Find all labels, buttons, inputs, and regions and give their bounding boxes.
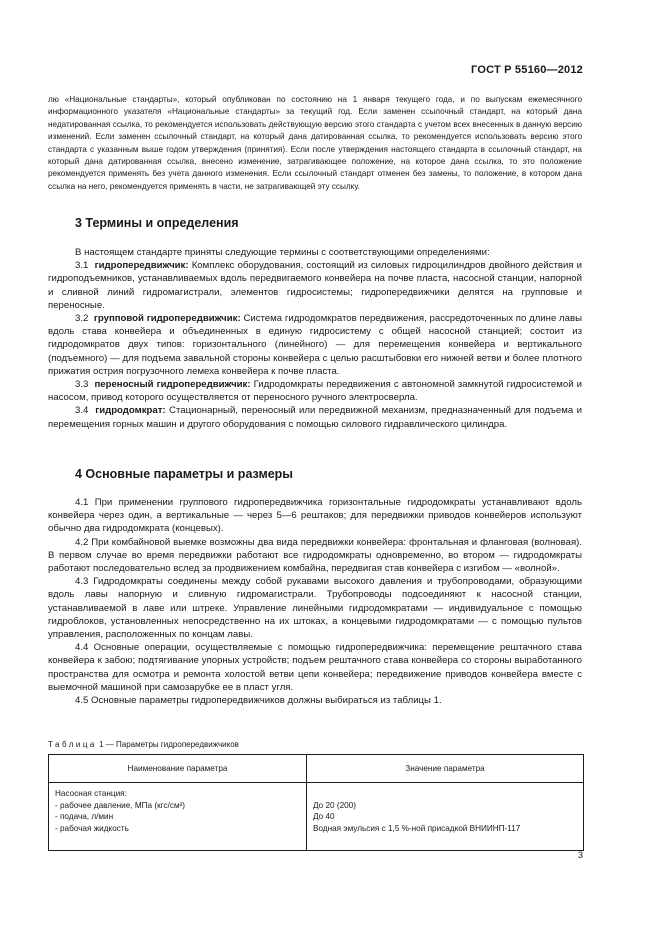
table-row [49, 783, 584, 851]
term-3-1: 3.1 гидропередвижчик: Комплекс оборудования, состоящий из силовых гидроцилиндров двойного действия и гидроподъемников, устанавливаемых вдоль передвигаемого конвейера на почве пласта, насосной станции, напорной и сливной линий гидромагистрали, элементов гидросистемы; гидропередвижчики делятся на групповые и переносные. [48, 260, 582, 311]
paragraph-4-1: 4.1 При применении группового гидропередвижчика горизонтальные гидродомкраты устанавливают вдоль конвейера через один, а вертикальные — через 5—6 рештаков; для передвижки приводов конвейеров используют обычно два гидродомкрата (концевых). [48, 497, 582, 535]
parameters-table [48, 754, 584, 851]
document-header: ГОСТ Р 55160—2012 [471, 64, 583, 76]
paragraph-4-2: 4.2 При комбайновой выемке возможны два вида передвижки конвейера: фронтальная и фланговая (волновая). В первом случае во время передвижки работают все гидродомкраты одновременно, во втором — гидродомкраты работают последовательно вслед за продвижением комбайна, передвигая став конвейера с изгибом — «волной». [48, 536, 582, 575]
term-name: гидропередвижчик: [94, 260, 189, 272]
column-header-value: Значение параметра [307, 755, 584, 783]
table-header-row [49, 755, 584, 783]
term-3-4: 3.4 гидродомкрат: Стационарный, переносный или передвижной механизм, предназначенный для подъема и перемещения горных машин и другого оборудования с помощью силового гидравлического цилиндра. [48, 405, 582, 430]
term-definition: Система гидродомкратов передвижения, рассредоточенных по длине лавы вдоль става конвейера и объединенных в единую гидросистему с общей насосной станцией; состоит из гидродомкратов двух типов: горизонтального (линейного) — для перемещения конвейера и вертикального (подъемного) — для подъема завальной стороны конвейера с целью расштыбовки его нижней ветви и более плотного прижатия острия погрузочного лемеха конвейера к почве пласта. [48, 313, 582, 377]
term-name: переносный гидропередвижчик: [94, 379, 251, 391]
paragraph-4-4: 4.4 Основные операции, осуществляемые с помощью гидропередвижчика: перемещение рештачного става конвейера к забою; подтягивание упорных устройств; подъем рештачного става конвейера со стороны выработанного пространства для осмотра и ремонта холостой ветви цепи конвейера; передвижение приводов конвейера вместе с выемочной машиной при самозарубке ее в пласт угля. [48, 642, 582, 693]
intro-text: лю «Национальные стандарты», который опубликован по состоянию на 1 января текущего года, и по выпускам ежемесячного информационного указателя «Национальные стандарты» за текущий год. Если заменен ссылочный стандарт, на который дана недатированная ссылка, то рекомендуется использовать действующую версию этого стандарта с учетом всех внесенных в данную версию изменений. Если заменен ссылочный стандарт, на который дана датированная ссылка, то рекомендуется использовать версию этого стандарта с указанным выше годом утверждения (принятия). Если после утверждения настоящего стандарта в ссылочный стандарт, на который дана датированная ссылка, внесено изменение, затрагивающее положение, на которое дана ссылка, то это положение рекомендуется применять без учета данного изменения. Если ссылочный стандарт отменен без замены, то положение, в котором дана ссылка на него, рекомендуется применять в части, не затрагивающей эту ссылку. [48, 95, 582, 191]
paragraph-4-3: 4.3 Гидродомкраты соединены между собой рукавами высокого давления и трубопроводами, образующими вдоль лавы напорную и сливную гидромагистрали. Трубопроводы подсоединяют к насосной станции, устанавливаемой в лаве или штреке. Управление линейными гидродомкратами — индивидуальное с помощью гидроблоков, установленных непосредственно на их штоках, а концевыми гидродомкратами — с помощью пультов управления, расположенных по концам лавы. [48, 576, 582, 641]
term-definition: Стационарный, переносный или передвижной механизм, предназначенный для подъема и перемещения горных машин и другого оборудования с помощью силового гидравлического цилиндра. [48, 405, 582, 430]
section-4-heading: 4 Основные параметры и размеры [75, 467, 293, 481]
section-3-heading: 3 Термины и определения [75, 216, 239, 230]
section-3-body [48, 246, 582, 431]
term-name: гидродомкрат: [95, 405, 166, 417]
parameter-values-cell: До 20 (200) До 40 Водная эмульсия с 1,5 %-ной присадкой ВНИИНП-117 [307, 783, 584, 851]
term-3-3: 3.3 переносный гидропередвижчик: Гидродомкраты передвижения с автономной замкнутой гидросистемой и насосом, привод которого осуществляется от переносного ручного электросверла. [48, 379, 582, 404]
section-3-intro: В настоящем стандарте приняты следующие термины с соответствующими определениями: [75, 247, 490, 258]
table-caption: Таблица 1 — Параметры гидропередвижчиков [48, 740, 239, 749]
term-definition: Гидродомкраты передвижения с автономной замкнутой гидросистемой и насосом, привод которого осуществляется от переносного ручного электросверла. [48, 379, 582, 404]
page-number: 3 [577, 850, 583, 860]
term-3-2: 3.2 групповой гидропередвижчик: Система гидродомкратов передвижения, рассредоточенных по длине лавы вдоль става конвейера и объединенных в единую гидросистему с общей насосной станцией; состоит из гидродомкратов двух типов: горизонтального (линейного) — для перемещения конвейера и вертикального (подъемного) — для подъема завальной стороны конвейера с целью расштыбовки его нижней ветви и более плотного прижатия острия погрузочного лемеха конвейера к почве пласта. [48, 313, 582, 377]
column-header-parameter: Наименование параметра [49, 755, 307, 783]
paragraph-4-5: 4.5 Основные параметры гидропередвижчиков должны выбираться из таблицы 1. [75, 695, 442, 707]
parameter-names-cell: Насосная станция: - рабочее давление, МПа (кгс/см²) - подача, л/мин - рабочая жидкость [49, 783, 307, 851]
section-4-body [48, 496, 582, 707]
term-definition: Комплекс оборудования, состоящий из силовых гидроцилиндров двойного действия и гидроподъемников, устанавливаемых вдоль передвигаемого конвейера на почве пласта, насосной станции, напорной и сливной линий гидромагистрали, элементов гидросистемы; гидропередвижчики делятся на групповые и переносные. [48, 260, 582, 311]
term-name: групповой гидропередвижчик: [93, 313, 241, 325]
intro-paragraph [48, 94, 582, 193]
